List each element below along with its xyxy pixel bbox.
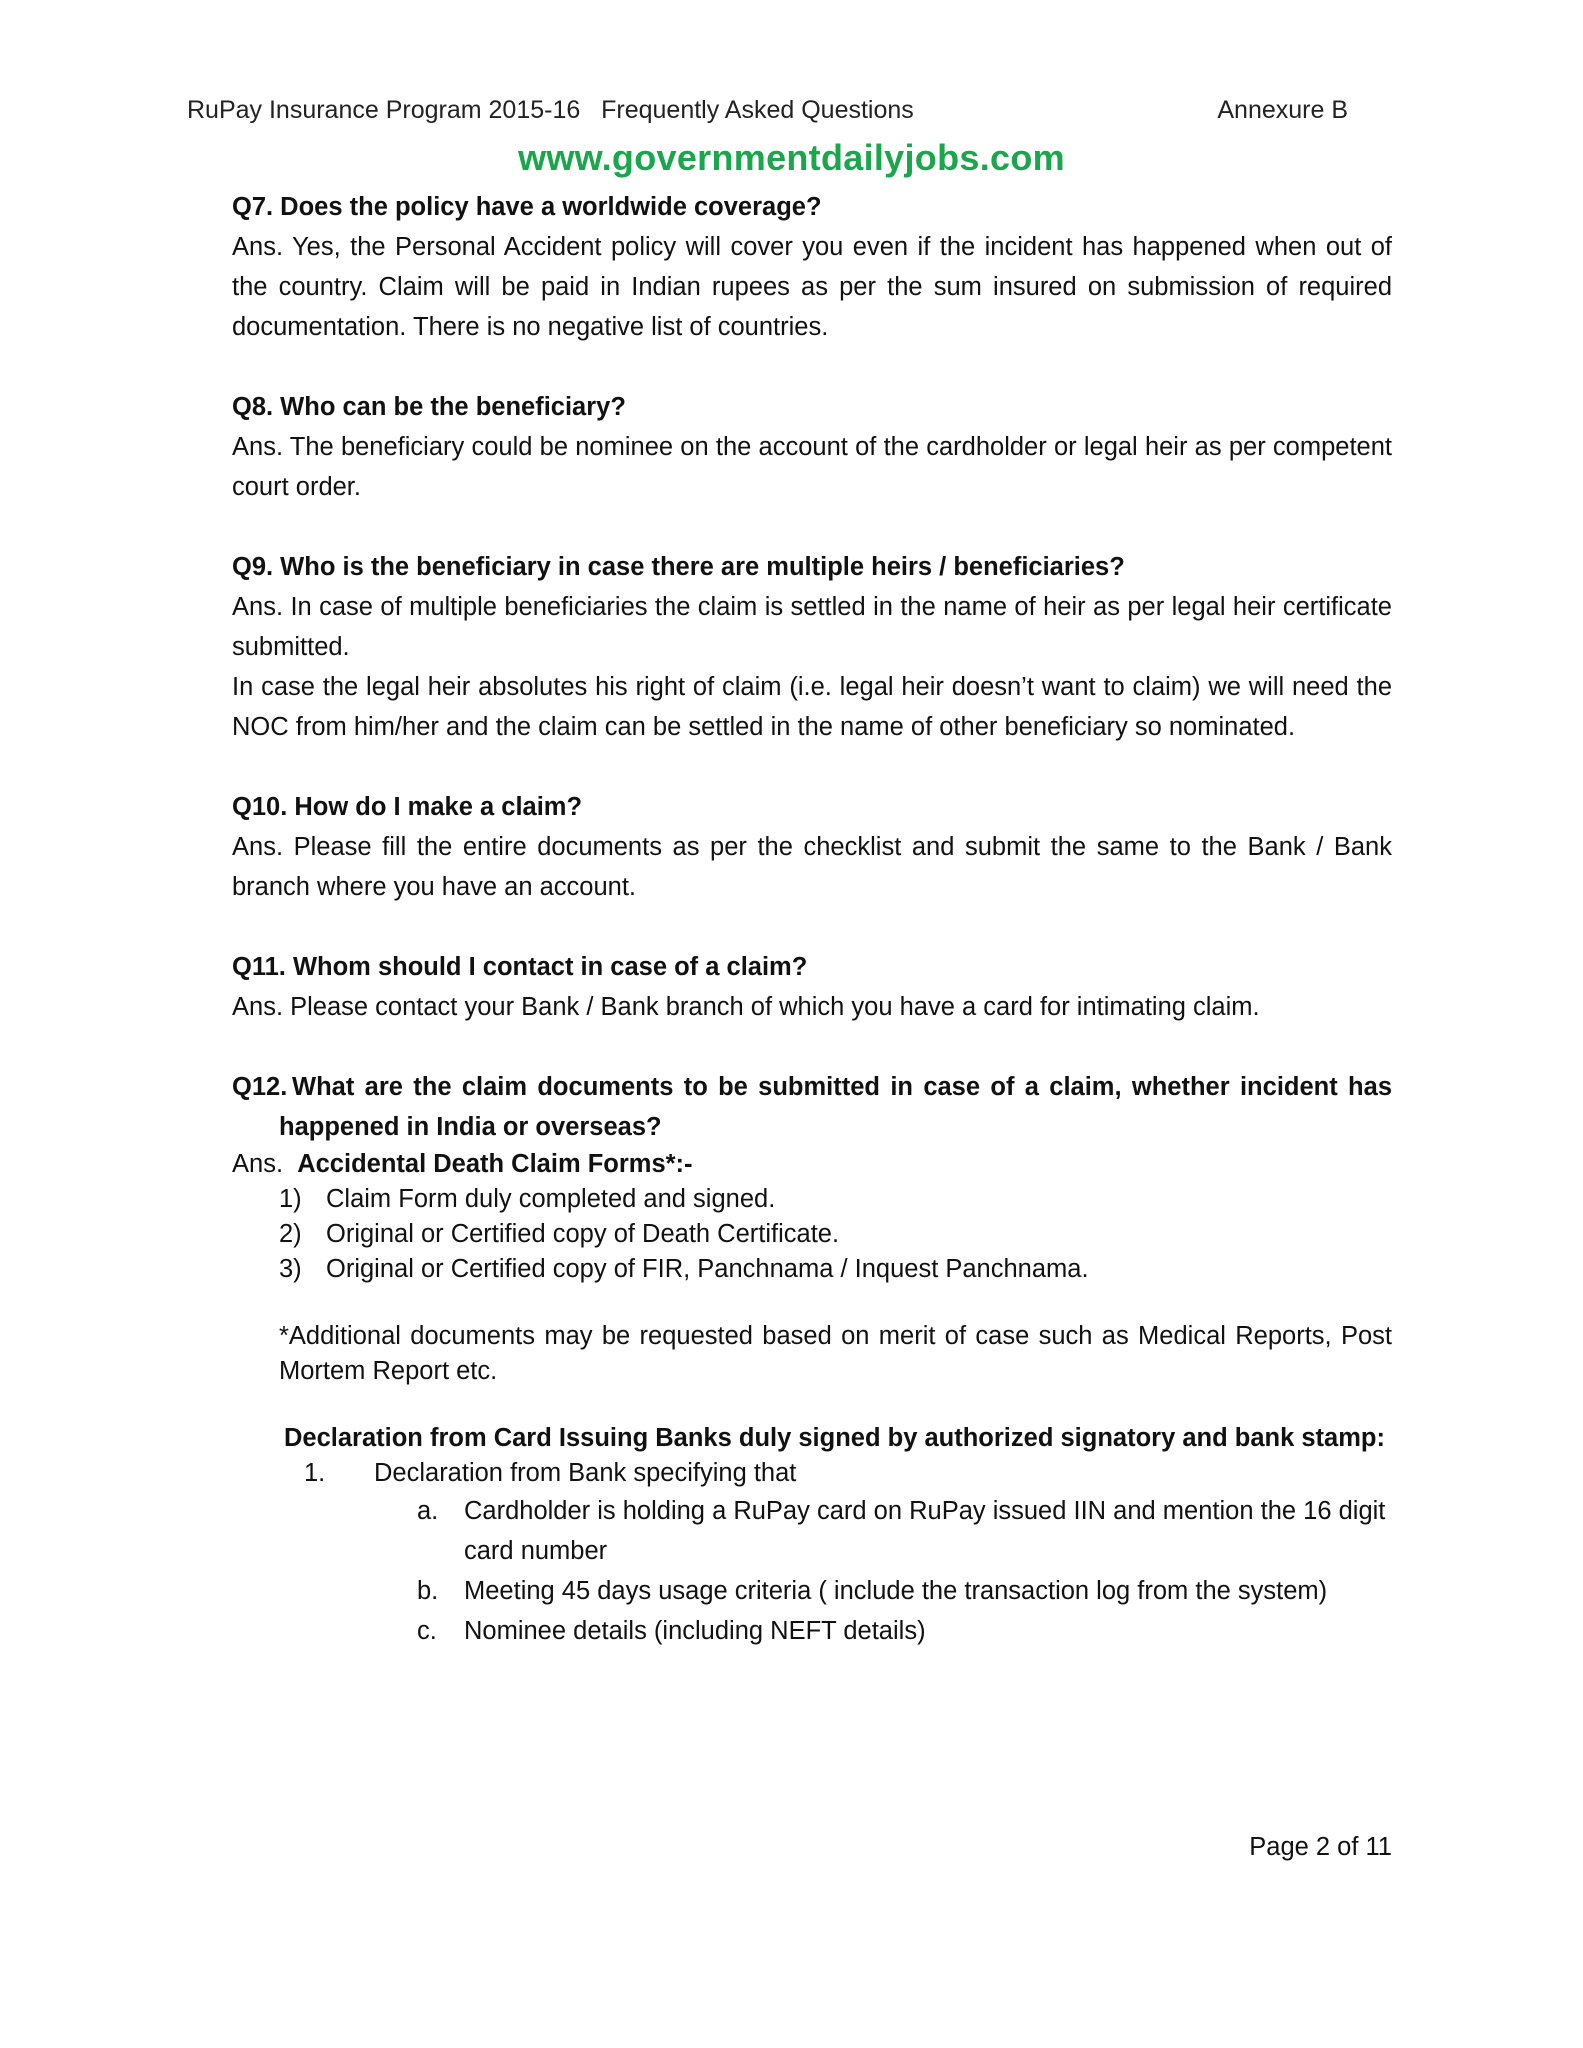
additional-documents-note: *Additional documents may be requested based on merit of case such as Medical Reports, Post Mortem Report etc. [279,1322,1392,1385]
declaration-sub-item: a. Cardholder is holding a RuPay card on RuPay issued IIN and mention the 16 digit card number [417,1497,1386,1565]
header-annexure: Annexure B [1217,96,1348,124]
declaration-item: 1. Declaration from Bank specifying that [304,1459,797,1487]
list-item: 1) Claim Form duly completed and signed. [279,1185,776,1213]
declaration-heading: Declaration from Card Issuing Banks duly signed by authorized signatory and bank stamp: [284,1424,1385,1452]
q7-answer: Ans. Yes, the Personal Accident policy will cover you even if the incident has happened when out of the country. Claim will be paid in Indian rupees as per the sum insured on submission of required documentation. There is no negative list of countries. [232,233,1392,341]
declaration-sub-item: b. Meeting 45 days usage criteria ( include the transaction log from the system) [417,1577,1328,1605]
q12-forms-heading: Accidental Death Claim Forms*:- [297,1150,693,1178]
page-number: Page 2 of 11 [1249,1833,1392,1861]
q10-question: Q10. How do I make a claim? [232,793,583,821]
q12-question [232,1067,1392,1147]
list-item: 3) Original or Certified copy of FIR, Panchnama / Inquest Panchnama. [279,1255,1089,1283]
q11-answer: Ans. Please contact your Bank / Bank branch of which you have a card for intimating claim. [232,993,1260,1021]
q12-ans-prefix: Ans. [232,1150,284,1178]
q8-answer: Ans. The beneficiary could be nominee on the account of the cardholder or legal heir as per competent court order. [232,433,1392,501]
q10-answer: Ans. Please fill the entire documents as per the checklist and submit the same to the Bank / Bank branch where you have an account. [232,833,1392,901]
list-item: 2) Original or Certified copy of Death Certificate. [279,1220,840,1248]
q9-answer: Ans. In case of multiple beneficiaries the claim is settled in the name of heir as per legal heir certificate submitted. [232,593,1392,661]
header-title: RuPay Insurance Program 2015-16 Frequently Asked Questions [187,96,914,124]
q9-answer-continued: In case the legal heir absolutes his right of claim (i.e. legal heir doesn’t want to claim) we will need the NOC from him/her and the claim can be settled in the name of other beneficiary so nominated. [232,673,1392,741]
q9-question: Q9. Who is the beneficiary in case there are multiple heirs / beneficiaries? [232,553,1125,581]
faq-content [232,187,1392,1651]
claim-forms-list [232,1182,1392,1287]
watermark-url: www.governmentdailyjobs.com [518,137,1065,178]
q7-question: Q7. Does the policy have a worldwide coverage? [232,193,822,221]
q11-question: Q11. Whom should I contact in case of a claim? [232,953,808,981]
declaration-sub-item: c. Nominee details (including NEFT details) [417,1617,926,1645]
q12-answer-heading [232,1147,1392,1182]
q12-number: Q12. [232,1073,288,1101]
q12-question-text: What are the claim documents to be submitted in case of a claim, whether incident has happened in India or overseas? [279,1073,1392,1141]
q8-question: Q8. Who can be the beneficiary? [232,393,626,421]
